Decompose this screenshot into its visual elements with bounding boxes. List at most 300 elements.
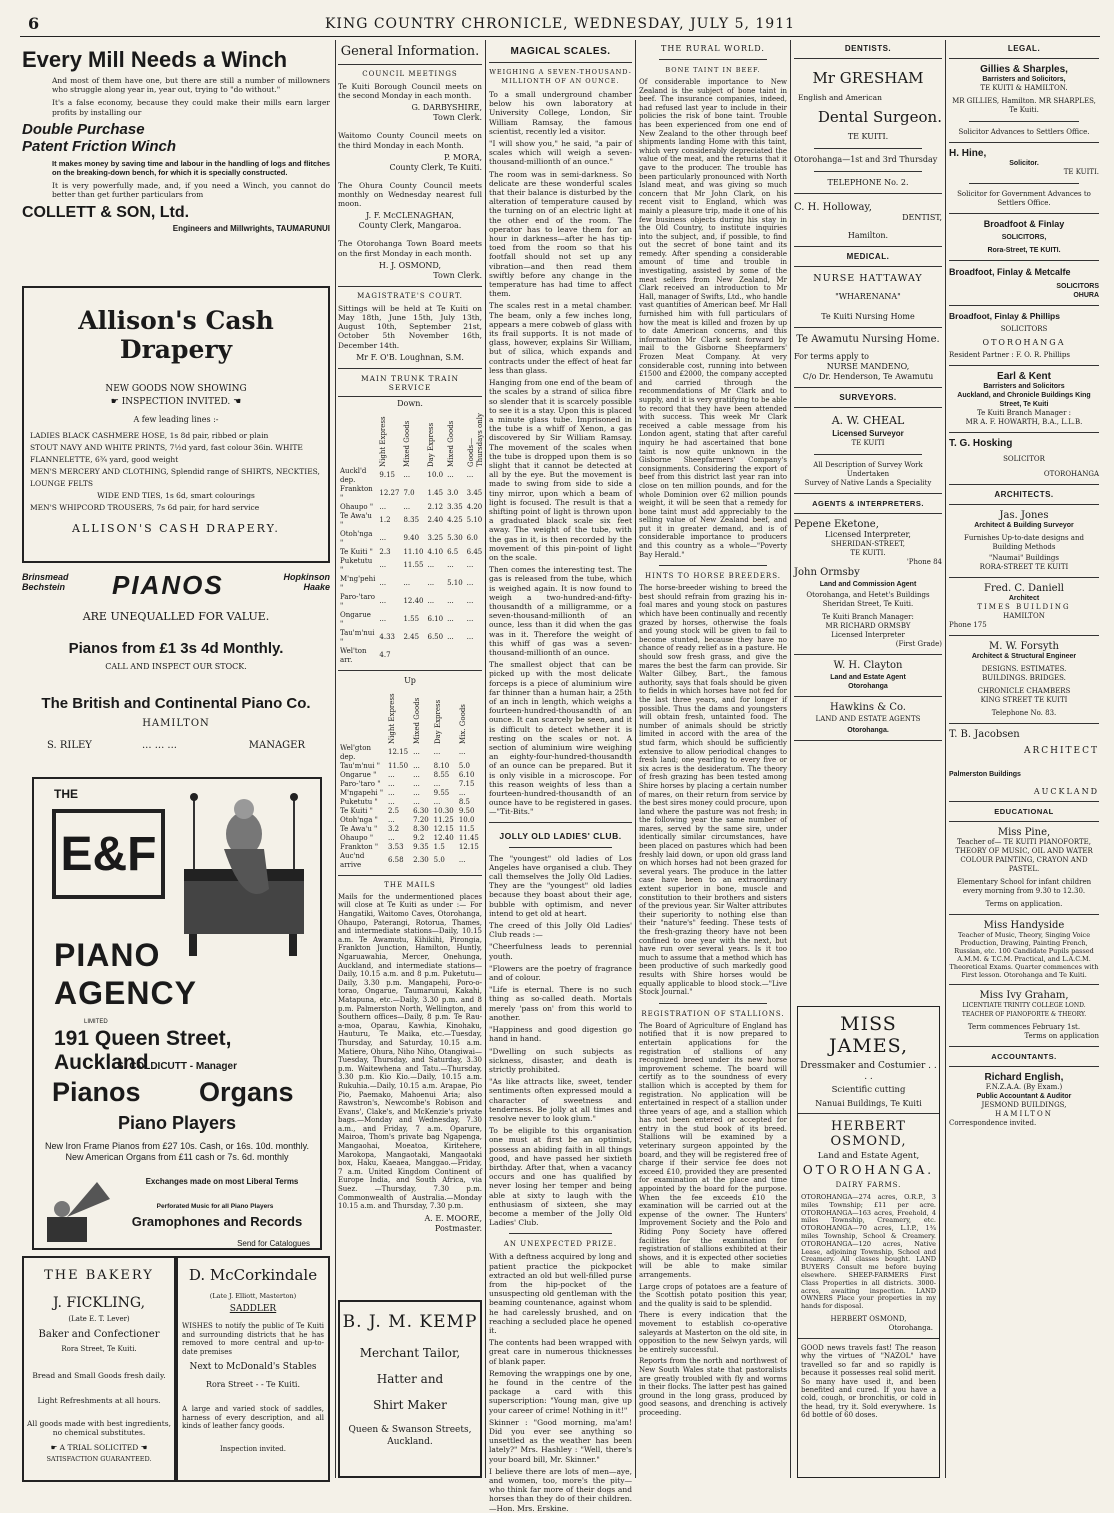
train-column-header: Night Express [388,693,396,744]
column-rule [945,40,946,1478]
train-time: ... [433,797,441,806]
bakery-ad [22,1256,176,1482]
english-sub: F.N.Z.A.A. (By Exam.) [985,1083,1063,1091]
train-time [401,647,425,665]
train-time: ... [413,779,420,788]
train-time: 11.50 [388,761,409,770]
ef-pianos: Pianos [52,1077,141,1107]
train-row [338,843,482,852]
jones-addr: RORA-STREET TE KUITI [979,563,1069,571]
page-header [20,10,1100,37]
osmond-town: OTOROHANGA. [802,1163,935,1177]
ef-catalogues: Send for Catalogues [237,1239,310,1248]
train-row [338,771,482,780]
section-agents: AGENTS & INTERPRETERS. [812,499,924,508]
bakery-bread: Bread and Small Goods fresh daily. [32,1371,166,1380]
train-time: ... [403,579,411,588]
magical-para: Hanging from one end of the beam of the scales by a strand of silica fibre so slender that it is scarcely possible to see it is a stay. Upon this is placed a minute glass tube. Imprisoned in the tube is a whiff of Xenon, a gas discovered by Sir William Ramsay. The movement of the scales when the tube is dropped upon them is so slight that it cannot be detected at all by the eye. But the movement is made to swing from side to side a tiny mirror, upon which a beam of light is focused. The result is that a shifting point of light is thrown upon a graduated black scale six feet away. The weight of the tube, with the gas in it, is then recorded by the movement of this pin-point of light on the scale. [489,378,632,562]
jacobsen-town: AUCKLAND [1033,787,1099,796]
train-station: Ongarue " [340,770,377,779]
jolly-para: The creed of this Jolly Old Ladies' Club reads :— [489,921,632,940]
train-time: 4.7 [379,651,391,660]
train-time: 4.20 [466,502,483,511]
bfm-sub: SOLICITORS [1056,283,1099,290]
magical-para: Then comes the interesting test. The gas is released from the tube, which is weighed again. It is now found to weigh a two-hundred-and-fifty-thousandth of a milligramme, or a seven-thousand-millionth of an ounce, less than it did when the gas was in it. Therefore the weight of this whiff of gas was a seven-thousand-millionth of an ounce. [489,565,632,657]
train-column-header: Night Express [379,416,388,467]
pianos-dots: ... ... ... [142,740,177,751]
train-row [338,762,482,771]
train-time: 12.40 [433,833,454,842]
train-time: ... [379,615,387,624]
train-down-label: Down. [397,398,423,408]
winch-text: It makes money by saving time and labour in the handling of logs and flitches on the breaking-down bench, for which it is specially constructed. [52,158,330,178]
train-time: ... [433,748,441,757]
cheal-text: All Description of Survey Work Undertaken [813,461,923,478]
council-sign: County Clerk, Mangaroa. [358,221,462,231]
train-time [445,647,465,665]
train-time: 2.30 [413,856,429,865]
jolly-para: "Cheerfulness leads to perennial youth. [489,942,632,961]
train-time: ... [388,815,395,824]
magical-para: To a small underground chamber below his own laboratory at University College, London, Sir William Ramsay, the famous scientist, recently led a visitor. [489,90,632,136]
bakery-trade: Baker and Confectioner [38,1329,160,1340]
kemp-line: Shirt Maker [373,1398,447,1412]
bakery-trial: ☛ A TRIAL SOLICITED ☚ [50,1443,148,1452]
train-time: 4.10 [427,547,444,556]
james-trade: Dressmaker and Costumier . . . . [800,1061,937,1082]
daniell-name: Fred. C. Daniell [984,583,1064,594]
reg-para: There is every indication that the movement to establish co-operative saleyards at Masterton on the old site, in opposition to the new Selwyn yards, will be entirely successful. [639,1311,787,1354]
bakery-addr: Rora Street, Te Kuiti. [61,1345,137,1353]
hosking-town: OTOROHANGA [1043,470,1099,478]
train-time: 5.0 [433,856,445,865]
collett-sub: Engineers and Millwrights, TAUMARUNUI [172,223,330,233]
train-time: 9.55 [433,788,450,797]
holloway-name: C. H. Holloway, [794,202,872,213]
column-rule [485,40,486,1478]
train-heading: MAIN TRUNK TRAIN SERVICE [360,373,460,392]
train-time: 7.15 [458,779,475,788]
pepene-name: Pepene Eketone, [794,519,879,530]
train-time: 2.3 [379,547,391,556]
reg-title: REGISTRATION OF STALLIONS. [641,1009,785,1018]
prize-para: I believe there are lots of men—aye, and women, too, more's the pity—who think far more of their dogs and horses than they do of their children.—Hon. Mrs. Erskine. [489,1466,632,1513]
reg-para: Large crops of potatoes are a feature of the Scottish potato position this year, and the quality is said to be splendid. [639,1282,787,1308]
council-item: Waitomo County Council meets on the third Monday in each Month. [338,131,482,150]
council-sign: Town Clerk. [433,270,482,280]
pianos-company: The British and Continental Piano Co. [41,695,311,712]
train-column-header: Mixed Goods [413,697,422,744]
clayton-name: W. H. Clayton [833,660,903,671]
holloway-title: DENTIST, [902,213,942,222]
train-time: 1.45 [427,489,444,498]
pine-text: Teacher of— TE KUITI PIANOFORTE, THEORY OF MUSIC, OIL AND WATER COLOUR PAINTING, CRAYON AND PASTEL. [955,838,1093,873]
forsyth-bldg: CHRONICLE CHAMBERS [977,687,1071,695]
saddler-ad [176,1256,330,1482]
train-time: 6.50 [427,633,444,642]
train-row [338,557,487,575]
council-sign: County Clerk, Te Kuiti. [389,162,482,172]
train-time: 6.10 [427,615,444,624]
brand-brinsmead: Brinsmead [22,572,69,582]
hine-note: Solicitor for Government Advances to Settlers Office. [957,190,1091,207]
cheal-text: Survey of Native Lands a Speciality [804,479,932,487]
train-row [338,816,482,825]
section-legal: LEGAL. [1007,44,1041,53]
kemp-name: B. J. M. KEMP [342,1312,478,1332]
hosking-name: T. G. Hosking [949,438,1013,449]
gramophone-illustration [42,1177,112,1247]
nursing-home: Te Kuiti Nursing Home [821,312,915,321]
jolly-para: "As like attracts like, sweet, tender sentiments often expressed mould a character of sweetness and tenderness. Be jolly at all times and resolve never to look glum." [489,1077,632,1123]
rural-world-column [639,40,787,1480]
pianos-town: HAMILTON [142,718,210,729]
ef-limited: LIMITED [84,1019,108,1025]
train-time: 6.0 [466,534,478,543]
train-station: Ohaupo " [340,833,374,842]
train-row [338,852,482,870]
train-column-header: Goods—Thursdays only [466,412,484,467]
train-time: ... [388,833,395,842]
daniell-town: HAMILTON [1003,612,1045,620]
saddler-street: Rora Street - - Te Kuiti. [205,1380,301,1389]
bfp-sub: SOLICITORS [1000,325,1048,333]
train-column-header: Mix. Goods [458,703,467,744]
graham-name: Miss Ivy Graham, [979,990,1069,1001]
train-time: 2.12 [427,502,444,511]
rural-sub: BONE TAINT IN BEEF. [665,66,761,74]
train-row [338,825,482,834]
mails-text: Mails for the undermentioned places will close at Te Kuiti as under :— For Hangatiki, Waitomo Caves, Otorohanga, Ohaupo, Paterangi, Rotorua, Thames, and intermediate stations—Daily, 10.15 a.m. Te Awamutu, Kihikihi, Pirongia, Frankton Junction, Hamilton, Huntly, Ngaruawahia, Mercer, Onehunga, Auckland, and intermediate stations—Daily, 10.15 a.m. and 8 p.m. Puketutu—Daily, 3.30 p.m. Mangapehi, Poro-o-torao, Ongarue, Taumarunui, Kakahi, Matapuna, etc.—Daily, 3.30 p.m. and 8 p.m. Palmerston North, Wellington, and Southern offices—Daily, 8 p.m. Te Rau-a-moa, Oparau, Kawhia, Kinohaku, Hauturu, Te Maika, etc.—Tuesday, Thursday, and Saturday, 10.15 a.m. Matiere, Ohura, Niho Niho, Otangiwai—Tuesday, Thursday, and Saturday, 3.30 p.m. Waitewhena and Tatu.—Thursday, 3.30 p.m. Kio Kio.—Daily, 10.15 a.m. Rukuhia.—Daily, 10.15 a.m. Arapae, Pio Pio, Paemako, Mahoenui Aria; also Rawstron's, Newcombe's Robison and Evans', Clake's, and McKenzie's private bags.—Monday and Wednesday, 7.30 a.m., and Friday, 7 a.m. Oparure, Mairoa, Thom's private bag Ngapenga, Mangaohai, Moeatoa, Kiritehere, Marokopa, Mangaotaki, Mangaotaki box, Haku, Kaeaea, Manggao.—Friday, 7 a.m. United Kingdom Continent of Europe India, and South Africa, via Suez. —Thursday, 7.30 p.m. Commonwealth of Australia.—Monday 10.15 a.m. and Thursday, 7.30 p.m. [338,892,482,1211]
section-surveyors: SURVEYORS. [839,393,897,402]
gresham-dental: Dental Surgeon. [817,108,942,126]
pianos-manager-name: S. RILEY [47,740,92,751]
train-down-table [338,411,487,665]
train-time: 12.40 [403,597,424,606]
train-row [338,744,482,762]
train-time: 9.40 [403,534,420,543]
winch-title: Double Purchase [22,120,145,138]
council-item: The Otorohanga Town Board meets on the first Monday in each month. [338,239,482,258]
allison-few-lines: A few leading lines :- [133,415,219,424]
allison-line: LADIES BLACK CASHMERE HOSE, 1s 8d pair, ribbed or plain [30,431,269,440]
train-station: Ohaupo " [340,502,374,511]
ef-organs: Organs [199,1077,294,1107]
ormsby-title: Land and Commission Agent [819,581,917,588]
kemp-addr: Queen & Swanson Streets, Auckland. [348,1425,472,1447]
train-time: 12.15 [433,824,454,833]
teawa-nursing: Te Awamutu Nursing Home. [796,334,940,345]
train-time: 6.30 [413,806,429,815]
osmond-sub: Land and Estate Agent, [817,1151,920,1161]
section-architects: ARCHITECTS. [994,490,1054,499]
ef-players: Piano Players [117,1113,237,1133]
pianos-title: PIANOS [112,570,224,600]
magical-para: The smallest object that can be picked up with the most delicate forceps is a piece of aluminium wire far thinner than a human hair, a 25th of an inch in length, which weighs a fourteen-hundred-thousandth of an ounce. It can scarcely be seen, and it is difficult to detect whether it is resting on the scales or not. A section of aluminium wire weighing an eighty-four-hundred-thousandth of an ounce can be prepared. But it is only visible in a microscope. For this reason weights of less than a fourteen-hundred-thousandth of an ounce have to be registered in gases. —"Tit-Bits." [489,660,632,817]
council-heading: COUNCIL MEETINGS [362,70,458,78]
osmond-dairy: DAIRY FARMS. [835,1181,902,1189]
train-time: 7.20 [413,815,429,824]
train-time: 8.35 [403,516,420,525]
magical-para: The scales rest in a metal chamber. The beam, only a few inches long, appears a mere cobweb of glass with its frail supports. It is not made of glass, however, explains Sir William, but of silica, which expands and contracts under the effect of heat far less than glass. [489,301,632,375]
ef-piano-agency-ad [32,777,322,1250]
train-time: ... [466,471,474,480]
train-time: 3.25 [427,534,444,543]
gresham-phone: TELEPHONE No. 2. [827,178,909,187]
gresham-name: Mr GRESHAM [812,69,924,87]
osmond-farms: OTOROHANGA—274 acres, O.R.P., 3 miles Township; £11 per acre. OTOROHANGA—163 acres, Freehold, 4 miles Township, Creamery, etc. OTOROHANGA—70 acres, L.I.P., 1¾ miles Township, School & Creamery. OTOROHANGA—120 acres, Native Lease, adjoining Township, School and Creamery. All classes bought. LAND BUYERS Consult me before buying elsewhere. SHEEP-FARMERS First Class Properties in all districts. 3000-acres, awaiting inspection. LAND OWNERS Place your properties in my hands for disposal. [801,1193,936,1311]
earl-name: Earl & Kent [997,371,1051,382]
jones-text: Furnishes Up-to-date designs and Building Methods [964,534,1084,551]
train-time: 8.55 [433,770,450,779]
train-time: 11.45 [458,833,479,842]
train-time: 12.15 [388,748,409,757]
magistrate-heading: MAGISTRATE'S COURT. [357,291,463,300]
train-time: ... [379,534,387,543]
allison-line: WIDE END TIES, 1s 6d, smart colourings [97,491,255,500]
forsyth-text: DESIGNS. ESTIMATES. [981,665,1067,673]
graham-terms: Terms on application [1024,1032,1099,1040]
hints-title: HINTS TO HORSE BREEDERS. [645,572,781,581]
pine-text: Elementary School for infant children every morning from 9.30 to 12.30. [956,878,1092,895]
council-sign: G. DARBYSHIRE, [411,103,482,113]
train-column-header: Mixed Goods [447,420,456,467]
hawkins-sub: LAND AND ESTATE AGENTS [815,715,921,723]
mails-sign: Postmaster. [434,1223,482,1233]
piano-player-illustration [174,789,314,959]
train-time: 10.0 [458,815,475,824]
pine-terms: Terms on application. [985,900,1063,908]
allison-new-goods: NEW GOODS NOW SHOWING [105,384,247,394]
train-column-header: Mixed Goods [403,420,412,467]
train-time [465,647,487,665]
gillies-town: TE KUITI & HAMILTON. [980,84,1068,92]
jacobsen-bldg: Palmerston Buildings [949,771,1021,778]
broadfoot-name: Broadfoot & Finlay [983,219,1065,229]
cheal-name: A. W. CHEAL [831,414,905,427]
kemp-line: Hatter and [376,1372,444,1386]
mails-sign: A. E. MOORE, [424,1213,482,1223]
train-time: 4.33 [379,633,395,642]
train-time: ... [427,561,435,570]
bfm-name: Broadfoot, Finlay & Metcalfe [949,267,1071,277]
winch-title: Patent Friction Winch [22,137,177,155]
jacobsen-sub: ARCHITECT [1023,746,1099,756]
ormsby-name: John Ormsby [794,567,860,578]
train-time: 11.10 [403,547,424,556]
nazol-ad: GOOD news travels fast! The reason why the virtues of "NAZOL" have travelled so far and so rapidly is because it possesses real solid merit. So many have used it, and been benefited and cured. If you have a cold, cough, or bronchitis, or cold in the head, try it. Sold everywhere. 1s 6d bottle of 60 doses. [801,1343,936,1420]
train-time: ... [388,770,395,779]
bfp-town: OTOROHANGA [982,338,1066,347]
jolly-title: JOLLY OLD LADIES' CLUB. [499,830,622,841]
jolly-para: "Happiness and good digestion go hand in hand. [489,1025,632,1044]
train-row [338,807,482,816]
train-time: ... [388,779,395,788]
train-time [425,647,445,665]
daniell-bldg: TIMES BUILDING [977,603,1071,611]
pianos-manager-label: MANAGER [248,740,305,751]
train-row [338,485,487,503]
pianos-ad [22,570,330,800]
jolly-para: "Dwelling on such subjects as sickness, disaster, and death is strictly prohibited. [489,1046,632,1074]
clayton-title: Land and Estate Agent [830,674,906,681]
teawa-nurse: NURSE MANDENO, [826,362,910,371]
english-bldg: JESMOND BUILDINGS, [981,1101,1067,1109]
gresham-town: TE KUITI. [847,132,889,141]
hawkins-town: Otorohanga. [847,727,889,734]
saddler-next: Next to McDonald's Stables [189,1362,317,1372]
jolly-para: "Flowers are the poetry of fragrance and of colour. [489,963,632,983]
ef-manager: S. COLDICUTT - Manager [116,1061,237,1072]
train-column-header: Day Express [427,422,436,467]
train-time: ... [379,502,387,511]
hine-sub: Solicitor. [1009,160,1039,167]
train-row [338,780,482,789]
train-station: Te Awa'u " [340,511,372,529]
graham-term: Term commences February 1st. [967,1023,1081,1031]
bakery-goods: All goods made with best ingredients, no chemical substitutes. [27,1419,171,1437]
saddler-trade: SADDLER [229,1304,277,1314]
bfm-town: OHURA [1073,292,1099,299]
allison-line: STOUT NAVY AND WHITE PRINTS, 7½d yard, fast colour 36in. WHITE FLANNELETTE, 6¾ yard, good weight [30,443,303,464]
train-time: 7.0 [403,489,415,498]
train-time: 8.30 [413,824,429,833]
train-time: 9.50 [458,806,475,815]
ads-column [22,40,330,1480]
train-time: ... [466,561,474,570]
pianos-monthly: Pianos from £1 3s 4d Monthly. [68,640,284,657]
council-sign: P. MORA, [444,152,482,162]
train-station: Wel'gton dep. [340,743,371,761]
train-time: 3.53 [388,842,404,851]
teawa-terms: For terms apply to [794,352,869,361]
graham-text: LICENTIATE TRINITY COLLEGE LOND. TEACHER OF PIANOFORTE & THEORY. [961,1002,1087,1018]
train-time: 5.10 [466,516,483,525]
train-time: ... [413,748,420,757]
train-time: 11.5 [458,824,475,833]
brand-bechstein: Bechstein [22,582,66,592]
train-row [338,575,487,593]
train-time: ... [466,579,474,588]
train-row [338,834,482,843]
train-time: 11.55 [403,561,424,570]
ef-exchanges: Exchanges made on most Liberal Terms [145,1177,299,1186]
train-row [338,503,487,512]
forsyth-phone: Telephone No. 83. [991,709,1057,717]
train-time: ... [403,502,411,511]
train-time: 10.0 [427,471,444,480]
gillies-partners: MR GILLIES, Hamilton. MR SHARPLES, Te Kuiti. [952,97,1096,114]
gresham-otoro: Otorohanga—1st and 3rd Thursday [794,155,938,164]
train-time: ... [427,579,435,588]
jolly-para: "Life is eternal. There is no such thing as so-called death. Mortals merely 'pass on' from this world to another. [489,985,632,1022]
bakery-refresh: Light Refreshments at all hours. [37,1396,161,1405]
train-time: ... [447,615,454,624]
handyside-text: Teacher of Music, Theory, Singing Voice Production, Drawing, Painting French, Russian, etc. 100 Candidate Pupils passed A.M.M. & T.C.M. Practical, and L.A.C.M. Theoretical Exams. Quarter commences with First lesson. Otorohanga and Te Kuiti. [949,931,1099,979]
magical-sub: WEIGHING A SEVEN-THOUSAND-MILLIONTH OF AN OUNCE. [489,68,632,85]
jones-name: Jas. Jones [999,510,1049,521]
council-sign: H. J. OSMOND, [378,260,442,270]
train-time: 9.2 [413,833,425,842]
train-time: 4.25 [447,516,463,525]
kemp-line: Merchant Tailor, [359,1346,461,1360]
ef-address: 191 Queen Street, Auckland [54,1027,232,1074]
council-item: The Ohura County Council meets monthly on Wednesday nearest full moon. [338,180,482,209]
broadfoot-addr: Rora-Street, TE KUITI. [987,247,1061,254]
train-row [338,789,482,798]
pepene-street: SHERIDAN-STREET, [830,540,906,548]
train-station: Ongarue " [340,610,371,628]
train-time: 3.45 [466,489,483,498]
train-row [338,530,487,548]
train-time: ... [379,579,387,588]
pine-name: Miss Pine, [997,827,1051,838]
train-station: Frankton " [340,484,373,502]
train-time: 2.45 [403,633,420,642]
ef-agency: AGENCY [54,975,197,1011]
hints-para: The horse-breeder wishing to breed the best should refrain from grazing his in-foal mares and young stock on pastures which have been continually and recently grazed by horses, otherwise the foals and young stock will be given to fail to become stunted, because they have no chance of ready relief as in a pasture. He should sow fresh grass, and give the mares the best the farm can provide. Sir Walter Gilbey, Bart., the famous authority, says that foals should be given to fields in which horses have not fed for the last three years, and for longer if possible. Thus the dams and youngsters will obtain fresh, untainted food. The number of animals should be strictly limited in accord with the area of the stud farm, which should be sufficiently extensive to allow periodical changes to fresh land; one yearling to every five or six acres is the desideratum. The theory of fresh grazing has been tested among Shire horses by placing a certain number of mares, on their return from service by the best sires money could procure, upon land where the pasture was not fresh; in the following year the same number of mares, served by the same sire, under identically similar circumstances, have been placed on pastures which had been freshly laid down, or upon old grass land on which horses had not been grazed for several years. The produce in the latter case have been to an extraordinary extent superior in bone, muscle and constitution to their brothers and sisters of the previous year. Sir Walter attributes their superiority to nothing else than their "nature's" feeding. These tests of the fresh-grazing theory have not been confined to one year with the next, but have run over several years. Is it too much to assume that a method which has been productive of such markedly good results with Shire horses would be equally applicable to blood stock.—"Live Stock Journal." [639,584,787,997]
saddler-name: D. McCorkindale [188,1266,318,1284]
prize-para: Removing the wrappings one by one, he found in the centre of the package a card with this superscription: "Young man, give up your career of crime! Nothing in it!" [489,1368,632,1415]
earl-branch: Te Kuiti Branch Manager : [977,409,1071,417]
train-time: ... [458,856,466,865]
allison-title: Allison's Cash Drapery [78,306,274,364]
bfp-name: Broadfoot, Finlay & Phillips [949,311,1060,321]
train-time: 3.2 [388,824,400,833]
train-station: Puketutu " [340,556,373,574]
train-row [338,629,487,647]
hine-name: H. Hine, [949,148,987,159]
train-time: ... [447,561,454,570]
prize-para: Skinner : "Good morning, ma'am! Did you ever see anything so unsettled as the weather has been lately?" Mrs. Hashley : "Well, there's your board bill, Mr. Skinner." [489,1417,632,1464]
james-addr: Nanuai Buildings, Te Kuiti [815,1099,922,1108]
mails-heading: THE MAILS [384,880,436,889]
ormsby-grade: (First Grade) [895,640,942,648]
train-time: 1.55 [403,615,420,624]
pepene-town: TE KUITI. [850,549,886,557]
column-rule [790,40,791,1478]
brand-hopkinson: Hopkinson [283,572,330,582]
train-station: Auc'nd arrive [340,851,365,869]
ef-offer: New Iron Frame Pianos from £27 10s. Cash, or 16s. 10d. monthly. New American Organs from £11 cash or 7s. 6d. monthly [45,1141,309,1162]
jones-bldg: "Naumai" Buildings [989,554,1059,562]
train-time: ... [433,779,441,788]
handyside-name: Miss Handyside [983,920,1065,931]
rural-title: THE RURAL WORLD. [661,44,765,53]
bakery-late: (Late E. T. Lever) [68,1315,130,1323]
jolly-para: To be eligible to this organisation one must at first be an optimist, possess an abiding faith in all things good, and have passed her sixtieth birthday. After that, when a vacancy occurs and one has qualified by never losing her temper and being able at sixty to laugh with the enthusiasm of sixteen, she may become a member of the Jolly Old Ladies' Club. [489,1126,632,1228]
allison-line: MEN'S WHIPCORD TROUSERS, 7s 6d pair, for hard service [30,503,260,512]
pepene-phone: 'Phone 84 [906,558,942,566]
pianos-call: CALL AND INSPECT OUR STOCK. [105,662,247,671]
train-station: Tau'm'nui " [340,628,375,646]
bakery-satisfaction: SATISFACTION GUARANTEED. [46,1455,152,1463]
magical-para: "I will show you," he said, "a pair of scales which will weigh a seven-thousand-millionth of an ounce." [489,139,632,167]
train-time: 9.15 [379,471,395,480]
page-number: 6 [28,14,40,33]
train-station: Otoh'nga " [340,815,378,824]
ormsby-addr: Otorohanga, and Hetet's Buildings Sheridan Street, Te Kuiti. [806,591,930,608]
winch-ad [22,48,330,233]
reg-para: Reports from the north and northwest of New South Wales state that pastoralists are greatly troubled with fly and worms in their flocks. The latter pest has gained ground in the long grass, produced by good seasons, and drenching is actively proceeding. [639,1357,787,1417]
train-station: Puketutu " [340,797,378,806]
council-sign: J. F. McCLENAGHAN, [366,211,454,221]
train-time: ... [379,597,387,606]
forsyth-text: BUILDINGS. BRIDGES. [982,674,1066,682]
train-time: ... [413,797,420,806]
ef-logo: E&F [60,827,157,881]
magical-scales-column [489,40,632,1513]
